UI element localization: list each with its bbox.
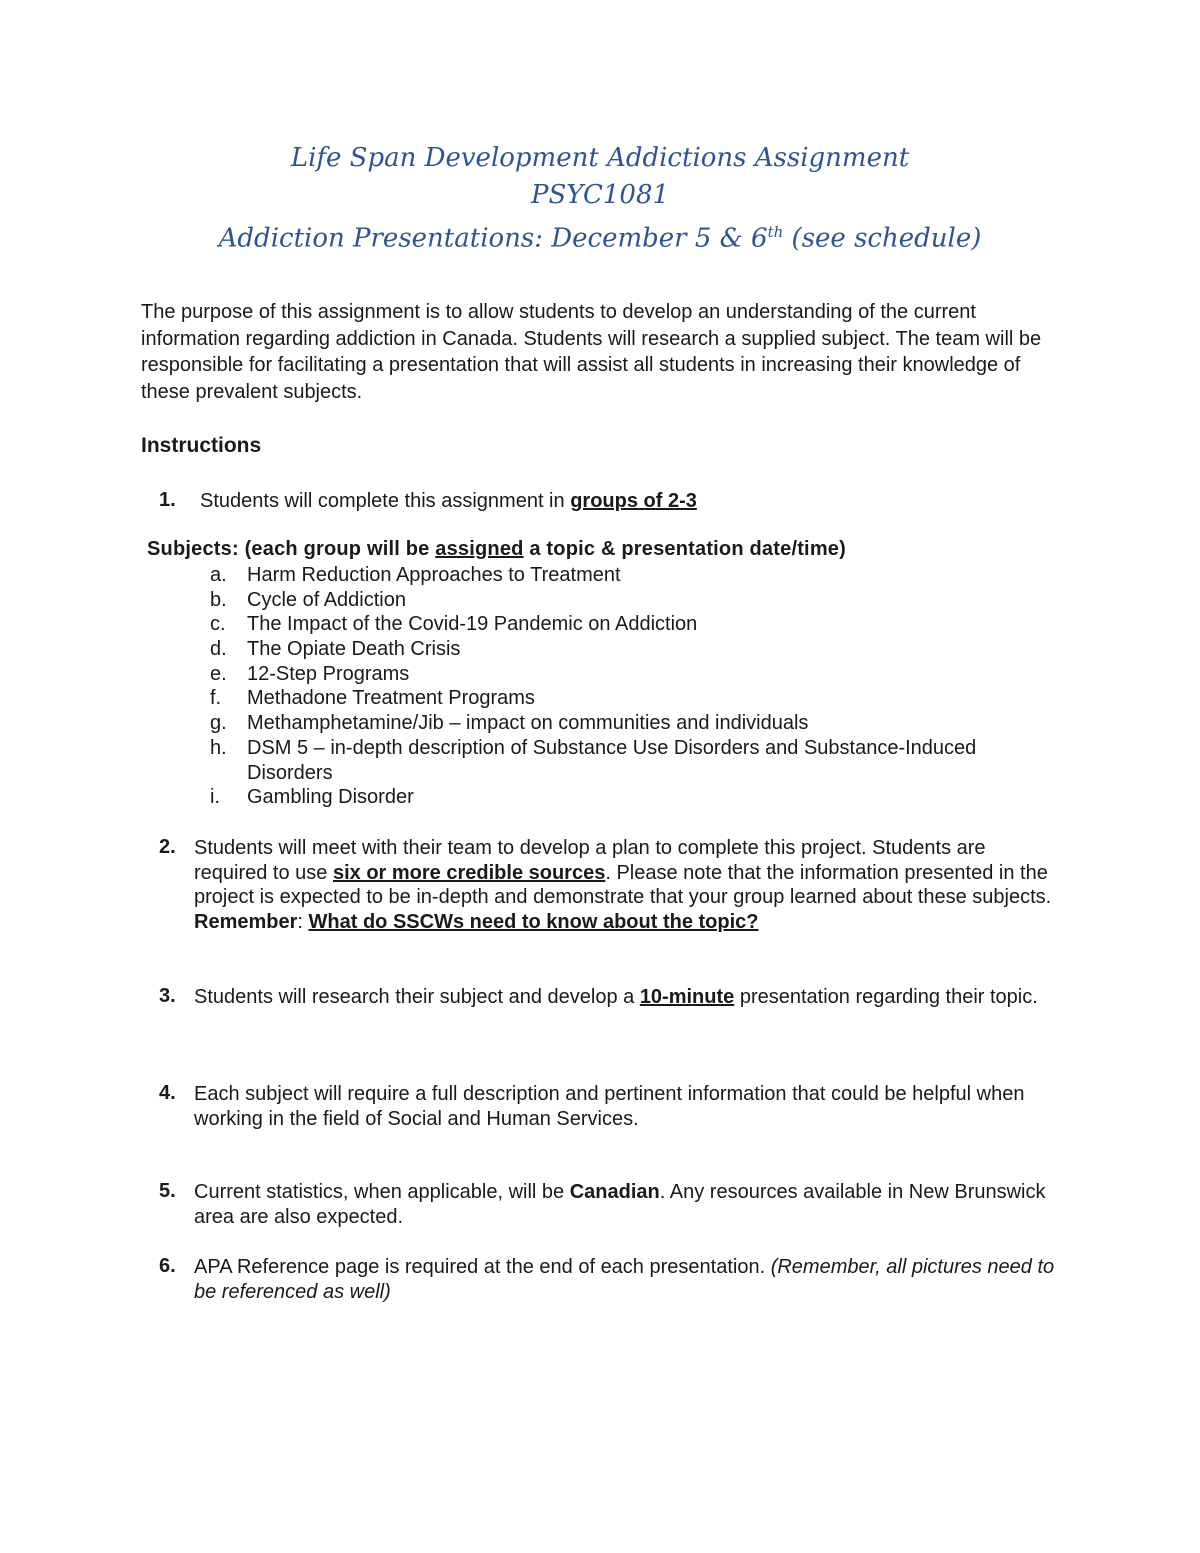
item-5-number: 5. xyxy=(159,1180,176,1202)
subjects-heading: Subjects: (each group will be assigned a topic & presentation date/time) xyxy=(147,538,846,560)
item-6-number: 6. xyxy=(159,1255,176,1277)
duration-emphasis: 10-minute xyxy=(639,986,735,1008)
item-6-text: APA Reference page is required at the end of each presentation. (Remember, all pictures need to be referenced as well) xyxy=(194,1256,1055,1303)
title-line-1: Life Span Development Addictions Assignment xyxy=(290,143,910,173)
item-2-text: Students will meet with their team to develop a plan to complete this project. Students are required to use six or more credible sources. Please note that the information presented in the project is expected to be in-depth and demonstrate that your group learned about these subjects. Remember: What do SSCWs need to know about the topic? xyxy=(194,837,1052,933)
sources-emphasis: six or more credible sources xyxy=(332,861,606,884)
item-4-text: Each subject will require a full description and pertinent information that could be helpful when working in the field of Social and Human Services. xyxy=(194,1083,1025,1130)
title-block xyxy=(0,140,1200,258)
item-1-number: 1. xyxy=(159,489,176,511)
item-5-text: Current statistics, when applicable, will be Canadian. Any resources available in New Brunswick area are also expected. xyxy=(194,1181,1046,1228)
groups-emphasis: groups of 2-3 xyxy=(570,490,697,512)
title-course-code: PSYC1081 xyxy=(530,180,670,210)
item-1-text: Students will complete this assignment in groups of 2-3 xyxy=(200,490,697,512)
item-4-number: 4. xyxy=(159,1082,176,1104)
document-page: Life Span Development Addictions Assignment PSYC1081 Addiction Presentations: December 5 & 6th (see schedule) The purpose of this assignment is to allow students to develop an understanding of the current information regarding addiction in Canada. Students will research a supplied subject. The team will be responsible for facilitating a presentation that will assist all students in increasing their knowledge of these prevalent subjects. Instructions 1. Students will complete this assignment in groups of 2-3 Subjects: (each group will be assigned a topic & presentation date/time) a. Harm Reduction Approaches to Treatment b. Cycle of Addiction c. The Impact of the Covid-19 Pandemic on Addiction d. The Opiate Death Crisis e. 12-Step Programs f. Methadone Treatment Programs g. Methamphetamine/Jib – impact on communities and individuals h. DSM 5 – in-depth description of Substance Use Disorders and Substance-Induced Disorders i. Gambling Disorder 2. Students will meet with their team to develop a plan to complete this project. Students are required to use six or more credible sources. Please note that the information presented in the project is expected to be in-depth and demonstrate that your group learned about these subjects. Remember: What do SSCWs need to know about the topic? 3. Students will research their subject and develop a 10-minute presentation regarding their topic. 4. Each subject will require a full description and pertinent information that could be helpful when working in the field of Social and Human Services. 5. Current statistics, when applicable, will be Canadian. Any resources available in New Brunswick area are also expected. 6. APA Reference page is required at the end of each presentation. (Remember, all pictures need to be referenced as well) xyxy=(0,0,1200,1553)
sscw-question: What do SSCWs need to know about the topic? xyxy=(308,910,759,933)
title-presentation-dates: Addiction Presentations: December 5 & 6th (see schedule) xyxy=(218,223,982,254)
intro-paragraph: The purpose of this assignment is to allow students to develop an understanding of the current information regarding addiction in Canada. Students will research a supplied subject. The team will be responsible for facilitating a presentation that will assist all students in increasing their knowledge of these prevalent subjects. xyxy=(141,301,1042,403)
instructions-heading: Instructions xyxy=(141,434,262,457)
item-3-text: Students will research their subject and develop a 10-minute presentation regarding their topic. xyxy=(194,986,1038,1008)
item-3-number: 3. xyxy=(159,985,176,1007)
item-2-number: 2. xyxy=(159,836,176,858)
